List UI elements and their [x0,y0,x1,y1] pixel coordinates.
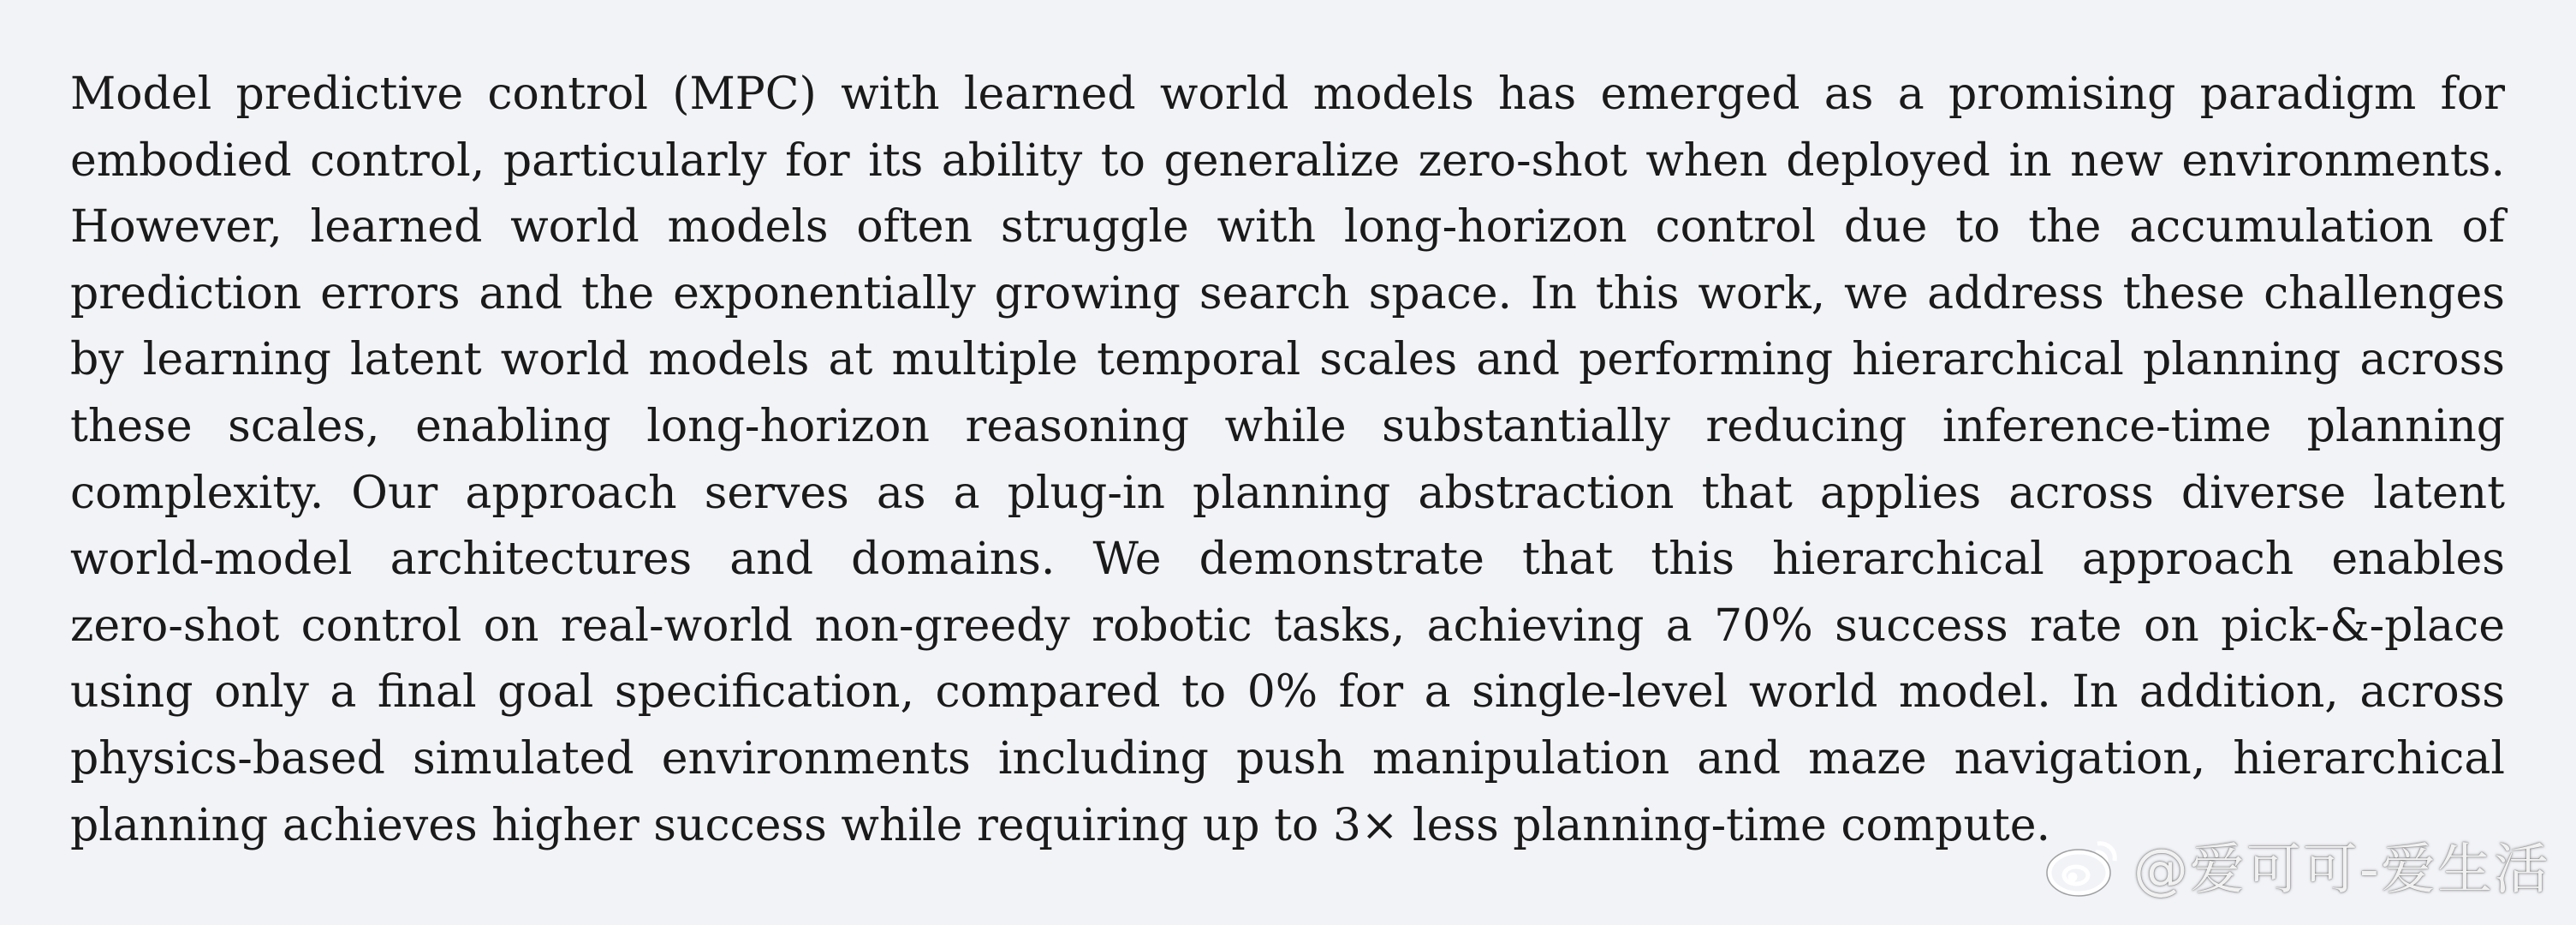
abstract-line: However, learned world models often struggle with long-horizon control due to the accumulation of [70,201,2505,254]
abstract-line: by learning latent world models at multiple temporal scales and performing hierarchical planning across [70,334,2505,386]
watermark [2044,826,2550,904]
abstract-paragraph [70,62,2505,859]
abstract-line-last: planning achieves higher success while requiring up to 3× less planning-time compute. [70,799,2051,851]
abstract-line: world-model architectures and domains. We demonstrate that this hierarchical approach enables [70,534,2505,586]
abstract-line: complexity. Our approach serves as a plug-in planning abstraction that applies across diverse latent [70,467,2505,519]
abstract-line: zero-shot control on real-world non-greedy robotic tasks, achieving a 70% success rate on pick-&-place [70,600,2505,652]
abstract-line: physics-based simulated environments including push manipulation and maze navigation, hierarchical [70,732,2505,785]
weibo-icon [2044,832,2123,898]
watermark-text: @爱可可-爱生活 [2133,838,2550,902]
abstract-line: prediction errors and the exponentially growing search space. In this work, we address these challenges [70,267,2505,319]
abstract-line: Model predictive control (MPC) with learned world models has emerged as a promising paradigm for [70,69,2505,120]
abstract-line: these scales, enabling long-horizon reasoning while substantially reducing inference-time planning [70,400,2505,452]
abstract-line: using only a final goal specification, compared to 0% for a single-level world model. In addition, across [70,666,2505,719]
abstract-line: embodied control, particularly for its ability to generalize zero-shot when deployed in new environments. [70,134,2505,187]
